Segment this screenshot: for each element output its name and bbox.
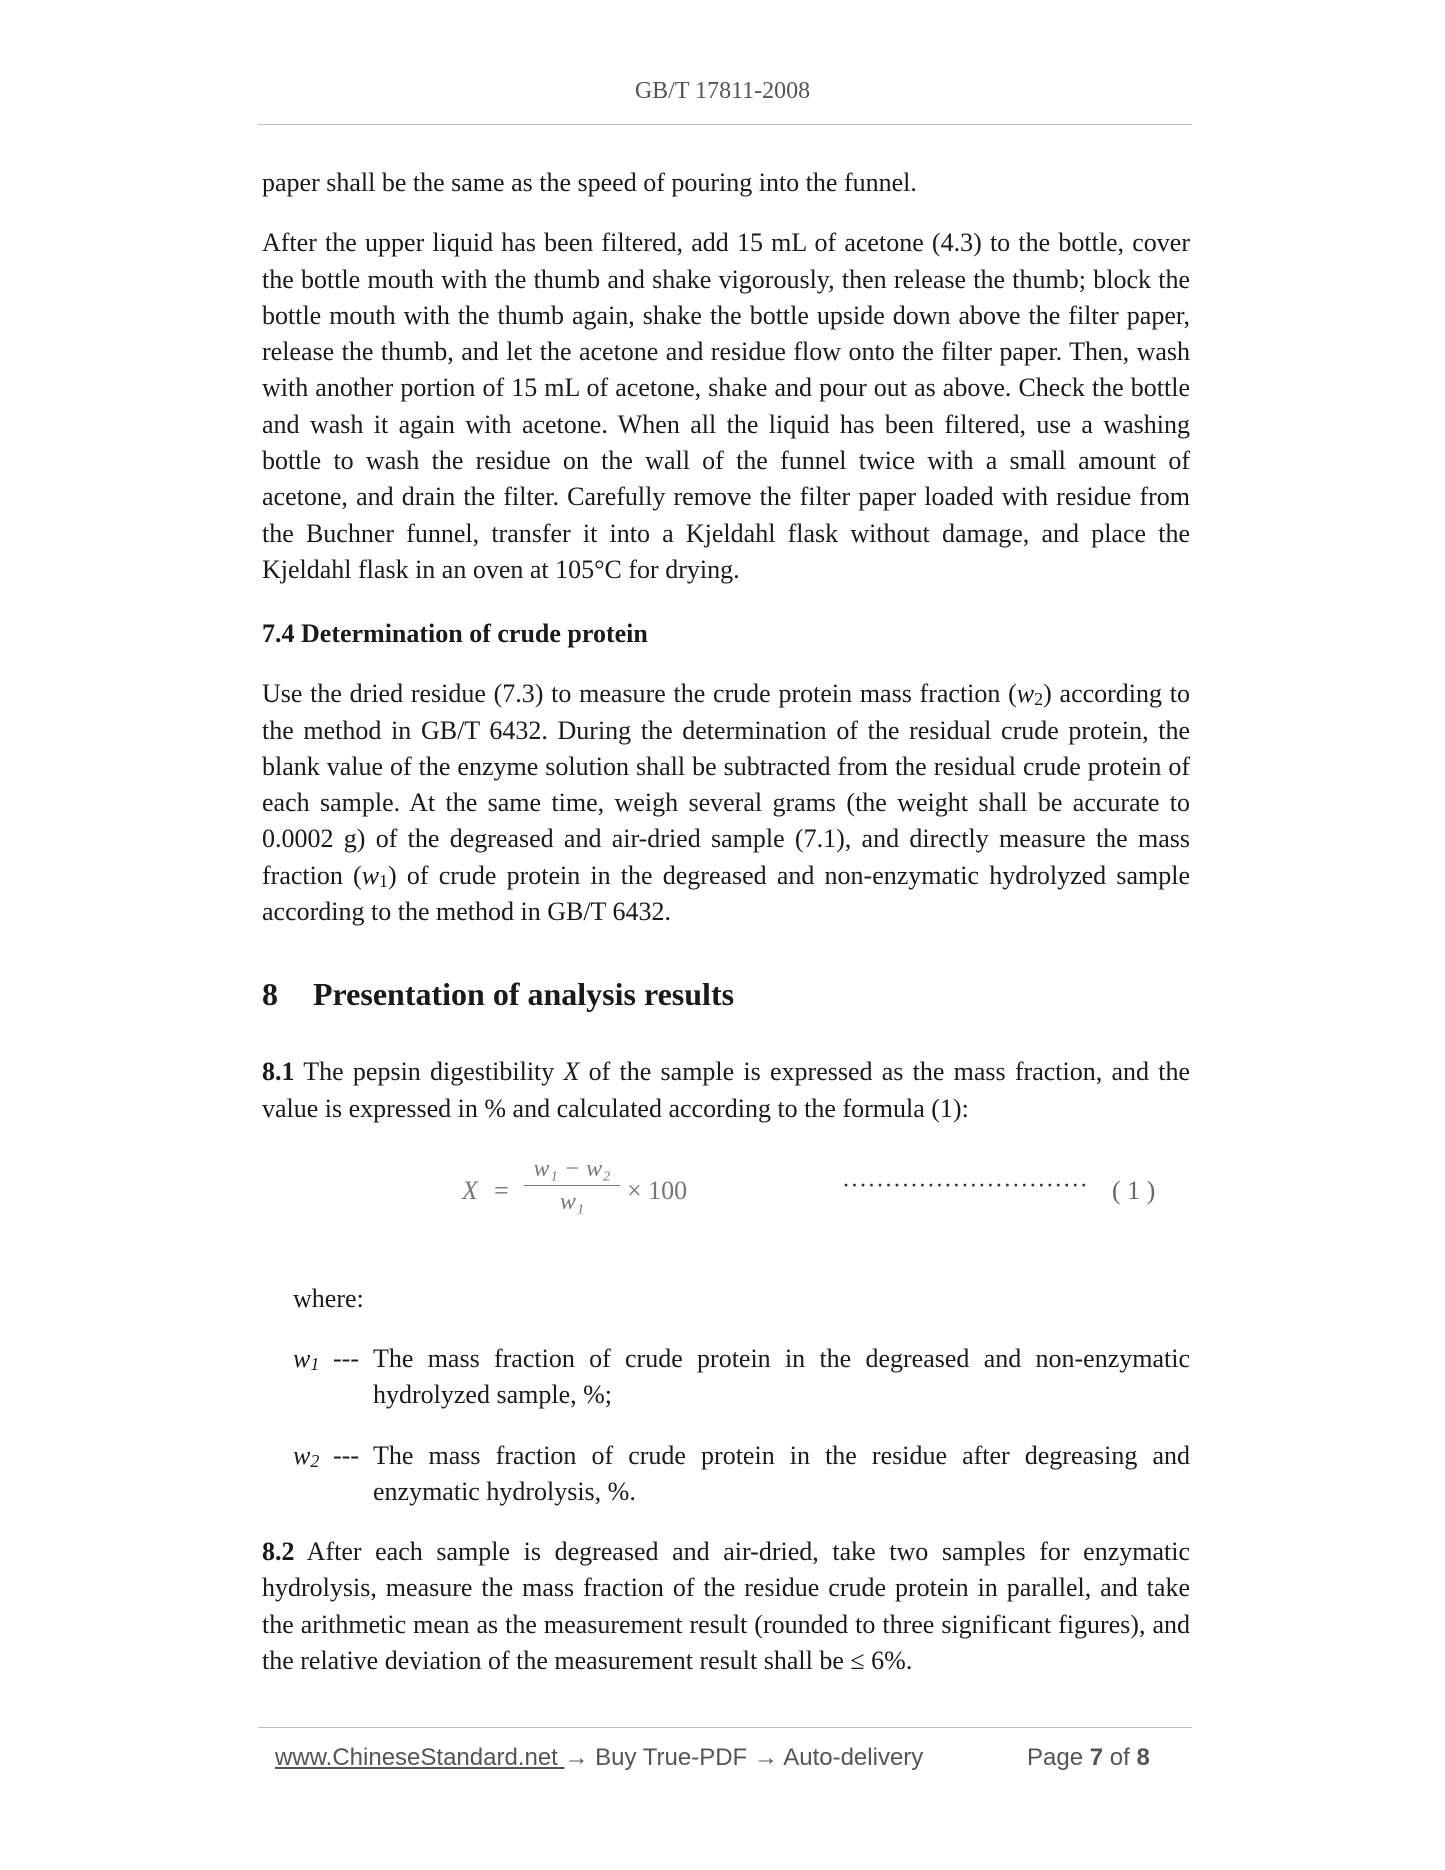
formula-equals: = [494,1175,509,1205]
paragraph-acetone-wash: After the upper liquid has been filtered, add 15 mL of acetone (4.3) to the bottle, cover the bottle mouth with the thumb and shake vigorously, then release the thumb; block the bottle mouth with the thumb again, shake the bottle upside down above the filter paper, release the thumb, and let the acetone and residue flow onto the filter paper. Then, wash with another portion of 15 mL of acetone, shake and pour out as above. Check the bottle and wash it again with acetone. When all the liquid has been filtered, use a washing bottle to wash the residue on the wall of the funnel twice with a small amount of acetone, and drain the filter. Carefully remove the filter paper loaded with residue from the Buchner funnel, transfer it into a Kjeldahl flask without damage, and place the Kjeldahl flask in an oven at 105°C for drying. [262,228,1190,584]
definition-symbol [293,1438,333,1511]
clause-label: 8.2 [262,1537,295,1567]
subscript: 2 [310,1450,320,1471]
definition-dash: --- [333,1343,359,1373]
subscript: 1 [379,870,389,891]
page-header: GB/T 17811-2008 [634,78,811,104]
where-label: where: [293,1283,364,1313]
page-total: 8 [1136,1744,1150,1771]
symbol-w: w [293,1440,311,1470]
section-7-4-heading: 7.4 Determination of crude protein [262,619,648,649]
formula-number: ( 1 ) [1112,1175,1156,1205]
paragraph-8-1 [262,1054,1190,1127]
clause-label: 8.1 [262,1057,295,1087]
auto-delivery-text: Auto-delivery [777,1744,924,1771]
symbol-w: w [1016,679,1035,709]
footer-divider [258,1727,1192,1728]
section-number: 8 [262,976,278,1013]
symbol-w: w [361,860,380,890]
definition-dash: --- [333,1440,359,1470]
text-run: The pepsin digestibility [294,1057,564,1087]
page-number: 7 [1089,1744,1104,1771]
header-divider [258,124,1192,125]
buy-pdf-text: Buy True-PDF [588,1744,754,1771]
text-run: Use the dried residue (7.3) to measure the crude protein mass fraction ( [262,679,1017,709]
section-title: Presentation of analysis results [313,976,735,1013]
page-footer [275,1744,1175,1772]
arrow-right-icon: → [564,1744,589,1771]
paragraph-8-2 [262,1534,1190,1679]
website-link[interactable]: www.ChineseStandard.net [275,1744,565,1771]
text-run: ) according to the method in GB/T 6432. During the determination of the residual crude protein, the blank value of the enzyme solution shall be subtracted from the residual crude protein of each sample. At the same time, weigh several grams (the weight shall be accurate to 0.0002 g) of the degreased and air-dried sample (7.1), and directly measure the mass fraction ( [262,679,1190,890]
section-8-heading [262,974,1190,1014]
page-content [262,165,1190,1679]
symbol-w: w [293,1343,311,1373]
definition-w1 [262,1341,1190,1414]
subscript: 2 [1034,689,1044,710]
page-label: Page [1027,1744,1090,1771]
subscript: 1 [310,1353,320,1374]
formula-numerator: w₁ − w₂ [533,1155,611,1182]
arrow-right-icon: → [753,1744,778,1771]
formula-multiplier: × 100 [627,1175,688,1205]
symbol-x: X [563,1057,580,1087]
definition-text: The mass fraction of crude protein in the degreased and non-enzymatic hydrolyzed sample, %; [373,1343,1190,1410]
paragraph-continuation: paper shall be the same as the speed of pouring into the funnel. [262,168,917,197]
definition-symbol [293,1341,333,1414]
text-run: After each sample is degreased and air-dried, take two samples for enzymatic hydrolysis, measure the mass fraction of the residue crude protein in parallel, and take the arithmetic mean as the measurement result (rounded to three significant figures), and the relative deviation of the measurement result shall be ≤ 6%. [262,1537,1190,1676]
text-run: ) of crude protein in the degreased and non-enzymatic hydrolyzed sample according to the method in GB/T 6432. [262,860,1190,927]
paragraph-crude-protein [262,676,1190,930]
page-indicator [1027,1744,1150,1772]
formula-leader-dots: ····························· [842,1172,1089,1199]
definition-w2 [262,1438,1190,1511]
formula-lhs: X [462,1175,478,1205]
formula-1 [262,1155,1190,1251]
formula-denominator: w₁ [559,1188,585,1215]
of-label: of [1103,1744,1137,1771]
fraction-bar [524,1185,620,1186]
formula-fraction [524,1155,620,1216]
definition-text: The mass fraction of crude protein in the residue after degreasing and enzymatic hydrolysis, %. [373,1440,1190,1506]
text-run: of the sample is expressed as the mass fraction, and the value is expressed in % and calculated according to the formula (1): [262,1057,1191,1123]
